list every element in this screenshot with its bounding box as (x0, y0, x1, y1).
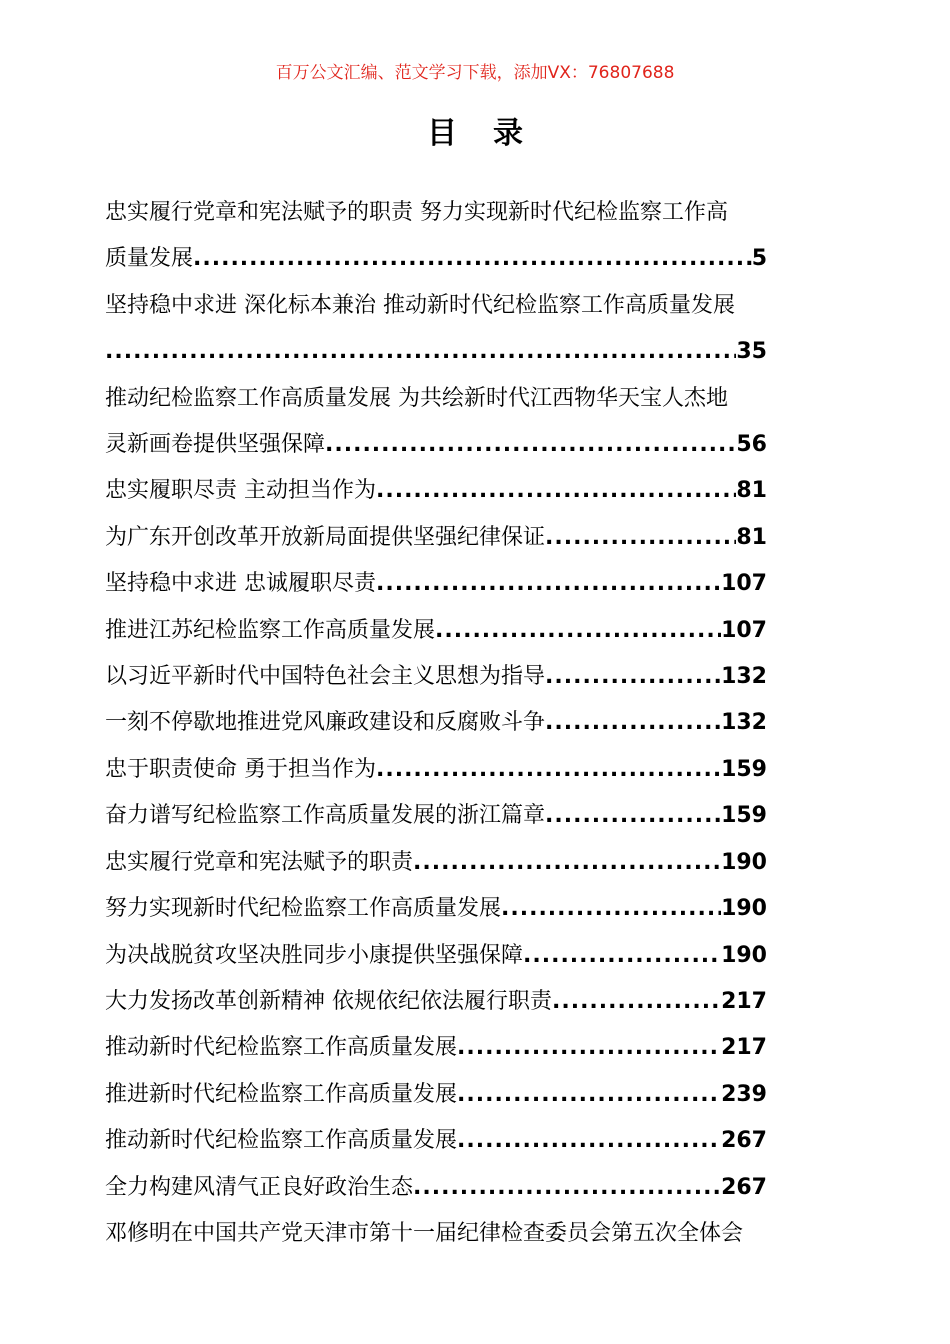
dot-leader (376, 468, 736, 514)
toc-entry[interactable] (105, 468, 850, 514)
toc-entry-leader-line (105, 236, 767, 282)
toc-entry-title: 全力构建风清气正良好政治生态 (105, 1174, 414, 1200)
toc-entry[interactable] (105, 933, 850, 979)
toc-entry-title: 以习近平新时代中国特色社会主义思想为指导 (105, 664, 546, 690)
dot-leader (193, 236, 752, 282)
dot-leader (545, 793, 721, 839)
toc-entry[interactable] (105, 1118, 850, 1164)
toc-entry-page-number: 132 (721, 710, 767, 736)
toc-entry-page-number: 56 (736, 432, 767, 458)
toc-entry-title: 一刻不停歇地推进党风廉政建设和反腐败斗争 (105, 710, 546, 736)
toc-entry-title: 努力实现新时代纪检监察工作高质量发展 (105, 896, 502, 922)
toc-entry-page-number: 35 (736, 339, 767, 365)
toc-entry[interactable] (105, 1211, 850, 1257)
toc-entry-leader-line (105, 979, 767, 1025)
dot-leader (105, 329, 736, 375)
toc-entry-title: 推动新时代纪检监察工作高质量发展 (105, 1035, 458, 1061)
toc-entry[interactable] (105, 654, 850, 700)
dot-leader (325, 422, 736, 468)
toc-entry-leader-line (105, 840, 767, 886)
toc-entry-title: 灵新画卷提供坚强保障 (105, 432, 326, 458)
toc-entry-title: 推进新时代纪检监察工作高质量发展 (105, 1081, 458, 1107)
toc-entry-leader-line (105, 886, 767, 932)
toc-entry-title: 为决战脱贫攻坚决胜同步小康提供坚强保障 (105, 942, 524, 968)
toc-entry-title: 为广东开创改革开放新局面提供坚强纪律保证 (105, 524, 546, 550)
toc-entry-page-number: 159 (721, 803, 767, 829)
toc-entry-title: 奋力谱写纪检监察工作高质量发展的浙江篇章 (105, 803, 546, 829)
toc-entry-page-number: 107 (721, 617, 767, 643)
toc-entry[interactable] (105, 1072, 850, 1118)
toc-entry-page-number: 81 (736, 478, 767, 504)
toc-entry-leader-line (105, 561, 767, 607)
toc-entry-page-number: 267 (721, 1128, 767, 1154)
toc-entry-leader-line (105, 747, 767, 793)
toc-entry-page-number: 239 (721, 1081, 767, 1107)
dot-leader (376, 561, 721, 607)
toc-entry-page-number: 217 (721, 1035, 767, 1061)
toc-entry-leader-line (105, 422, 767, 468)
toc-entry-page-number: 132 (721, 664, 767, 690)
dot-leader (545, 700, 721, 746)
toc-entry-title: 忠实履行党章和宪法赋予的职责 (105, 849, 414, 875)
toc-entry[interactable] (105, 515, 850, 561)
toc-entry-page-number: 267 (721, 1174, 767, 1200)
toc-entry-page-number: 107 (721, 571, 767, 597)
toc-entry-leader-line (105, 1072, 767, 1118)
toc-entry[interactable] (105, 608, 850, 654)
toc-entry[interactable] (105, 747, 850, 793)
dot-leader (457, 1072, 721, 1118)
toc-entry-title: 质量发展 (105, 246, 194, 272)
toc-entry-leader-line (105, 468, 767, 514)
toc-entry-title: 大力发扬改革创新精神 依规依纪依法履行职责 (105, 988, 552, 1014)
dot-leader (523, 933, 721, 979)
toc-entry-page-number: 217 (721, 988, 767, 1014)
toc-entry-title: 忠于职责使命 勇于担当作为 (105, 756, 376, 782)
toc-entry-leader-line (105, 329, 767, 375)
toc-entry-title-line: 坚持稳中求进 深化标本兼治 推动新时代纪检监察工作高质量发展 (105, 292, 735, 318)
toc-entry[interactable] (105, 793, 850, 839)
toc-entry[interactable] (105, 700, 850, 746)
dot-leader (545, 654, 721, 700)
toc-entry-leader-line (105, 1118, 767, 1164)
toc-entry-page-number: 81 (736, 524, 767, 550)
dot-leader (545, 515, 736, 561)
toc-entry-page-number: 190 (721, 896, 767, 922)
toc-entry[interactable] (105, 376, 850, 469)
toc-entry[interactable] (105, 283, 850, 376)
toc-entry-title-line: 邓修明在中国共产党天津市第十一届纪律检查委员会第五次全体会 (105, 1220, 744, 1246)
toc-entry-leader-line (105, 654, 767, 700)
toc-entry-leader-line (105, 700, 767, 746)
table-of-contents (105, 190, 850, 1257)
toc-entry-page-number: 190 (721, 849, 767, 875)
toc-entry-title: 推进江苏纪检监察工作高质量发展 (105, 617, 436, 643)
toc-entry-page-number: 5 (751, 246, 767, 272)
toc-entry[interactable] (105, 561, 850, 607)
toc-entry[interactable] (105, 1025, 850, 1071)
toc-entry-leader-line (105, 515, 767, 561)
toc-entry-leader-line (105, 933, 767, 979)
toc-entry[interactable] (105, 1165, 850, 1211)
toc-entry-title: 坚持稳中求进 忠诚履职尽责 (105, 571, 376, 597)
dot-leader (501, 886, 721, 932)
dot-leader (376, 747, 721, 793)
toc-entry-title-line: 忠实履行党章和宪法赋予的职责 努力实现新时代纪检监察工作高 (105, 200, 728, 225)
toc-entry-page-number: 190 (721, 942, 767, 968)
toc-entry-leader-line (105, 1165, 767, 1211)
toc-entry-title: 推动新时代纪检监察工作高质量发展 (105, 1128, 458, 1154)
dot-leader (457, 1025, 721, 1071)
page-title: 目录 (427, 116, 559, 151)
dot-leader (435, 608, 721, 654)
toc-entry[interactable] (105, 840, 850, 886)
toc-entry-leader-line (105, 608, 767, 654)
toc-entry-title: 忠实履职尽责 主动担当作为 (105, 478, 376, 504)
toc-entry[interactable] (105, 886, 850, 932)
toc-entry-leader-line (105, 793, 767, 839)
toc-entry-title-line: 推动纪检监察工作高质量发展 为共绘新时代江西物华天宝人杰地 (105, 385, 728, 411)
toc-entry[interactable] (105, 979, 850, 1025)
dot-leader (457, 1118, 721, 1164)
toc-entry[interactable] (105, 190, 850, 283)
toc-entry-page-number: 159 (721, 756, 767, 782)
dot-leader (552, 979, 721, 1025)
toc-entry-leader-line (105, 1025, 767, 1071)
dot-leader (413, 840, 721, 886)
header-note: 百万公文汇编、范文学习下载，添加VX：76807688 (275, 63, 675, 83)
dot-leader (413, 1165, 721, 1211)
